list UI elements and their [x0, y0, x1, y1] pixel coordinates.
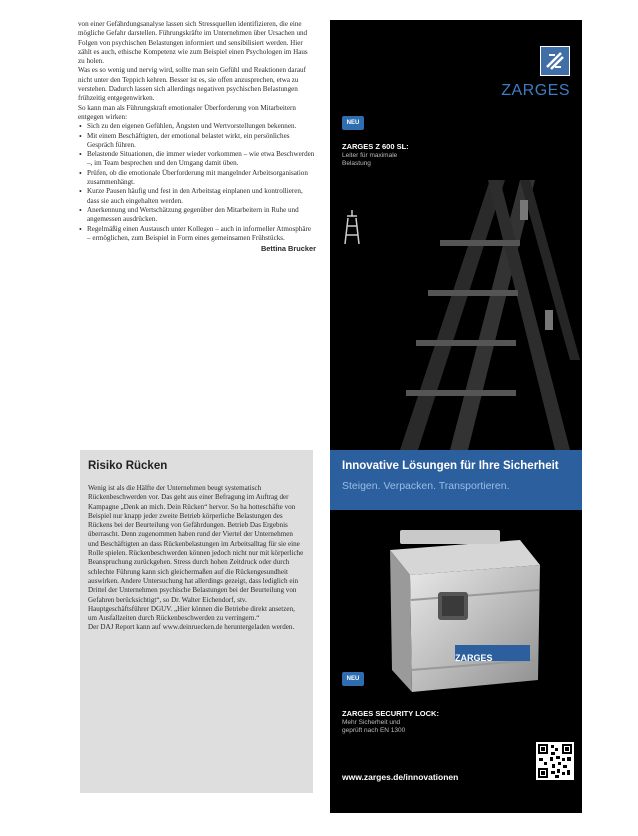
new-badge: NEU	[342, 672, 364, 686]
ladder-model-title: ZARGES Z 600 SL:	[342, 142, 409, 151]
lock-subtitle: Mehr Sicherheit und	[342, 719, 401, 726]
website-link[interactable]: www.zarges.de/innovationen	[342, 772, 459, 782]
aluminum-case-image	[370, 530, 545, 695]
info-box	[80, 450, 313, 793]
ladder-image	[370, 160, 580, 450]
box-title: Risiko Rücken	[88, 460, 168, 472]
list-item: • Kurze Pausen häufig und fest in den Arbeitstag einplanen und kontrollieren, dass sie auch eingehalten werden.	[87, 187, 316, 206]
ladder-subtitle: Leiter für maximale	[342, 152, 398, 159]
case-brand-label: ZARGES	[455, 653, 493, 663]
article-paragraph: von einer Gefährdungsanalyse lassen sich Stressquellen identifizieren, die eine mögliche Gefahr darstellen. Führungskräfte im Unternehmen über Ursachen und Folgen von psychischen Belastungen informiert und sensibilisiert werden. Hier zählt es auch, ethische Kompetenz wie zum Beispiel einen Psychologen im Haus zu holen.	[78, 20, 308, 66]
article-paragraph: Was es so wenig und nervig wird, sollte man sein Gefühl und Reaktionen darauf nicht unter den Teppich kehren. Besser ist es, sie offen anzusprechen, etwa zu verstehen. Dadurch lassen sich allerdings negativen psychischen Belastungen frühzeitig entgegenwirken.	[78, 66, 306, 103]
article-author: Bettina Brucker	[260, 244, 316, 254]
tips-list	[78, 122, 316, 243]
box-paragraph: Wenig ist als die Hälfte der Unternehmen beugt systematisch Rückenbeschwerden vor. Das geht aus einer Befragung im Auftrag der Kampagne „Denk an mich. Dein Rücken“ hervor. So ha hotteschäfte von Beispiel nur knapp jeder zweite Betrieb körperliche Belastungen des Rückens bei der Beurteilung von Gefährdungen. Betrieb Das Ergebnis überrascht. Denn zugenommen haben rund der Viertel der Unternehmen und Beschäftigten an dass Rückenbelastungen im Arbeitsalltag für sie eine Rolle spielen. Rückenbeschwerden können jedoch nicht nur mit körperliche Beanspruchung zurückgehen. Stress durch hohen Zeitdruck oder durch schlechte Führung kann sich gleichermaßen auf die Rückengesundheit auswirken. Andere Untersuchung hat allerdings gezeigt, dass lediglich ein Drittel der Unternehmen psychische Belastungen bei der Beurteilung von Gefahren berücksichtigt“, so Dr. Walter Eichendorf, stv. Hauptgeschäftsführer DGUV. „Hier können die Betriebe direkt ansetzen, um Ausfallzeiten durch Rückenbeschwerden zu verringern.“	[88, 484, 304, 623]
list-item: • Anerkennung und Wertschätzung gegenüber den Mitarbeitern in Ruhe und angemessen ausdrücken.	[87, 206, 316, 225]
list-item: • Mit einem Beschäftigten, der emotional belastet wirkt, ein persönliches Gespräch führen.	[87, 132, 316, 151]
new-badge: NEU	[342, 116, 364, 130]
brand-name: ZARGES	[501, 82, 570, 99]
lock-model-title: ZARGES SECURITY LOCK:	[342, 709, 439, 718]
article-paragraph: So kann man als Führungskraft emotionaler Überforderung von Mitarbeitern entgegen wirken:	[78, 103, 296, 121]
qr-code-icon[interactable]	[536, 742, 574, 780]
advertisement	[330, 20, 582, 813]
ad-headline: Innovative Lösungen für Ihre Sicherheit	[342, 460, 559, 472]
ladder-subtitle: Belastung	[342, 160, 371, 167]
list-item: • Prüfen, ob die emotionale Überforderung mit mangelnder Arbeitsorganisation zusammenhängt.	[87, 169, 316, 188]
list-item: • Belastende Situationen, die immer wieder vorkommen – wie etwa Beschwerden –, im Team besprechen und den Umgang damit üben.	[87, 150, 316, 169]
list-item: • Regelmäßig einen Austausch unter Kollegen – auch in informeller Atmosphäre – ermöglichen, zum Beispiel in Form eines gemeinsamen Frühstücks.	[87, 225, 316, 244]
ladder-icon	[344, 210, 360, 244]
box-paragraph: Der DAJ Report kann auf www.deinruecken.de heruntergeladen werden.	[88, 623, 295, 632]
list-item: • Sich zu den eigenen Gefühlen, Ängsten und Wertvorstellungen bekennen.	[87, 122, 316, 131]
zarges-logo-icon	[540, 46, 570, 76]
lock-subtitle: geprüft nach EN 1300	[342, 727, 406, 734]
ad-subline: Steigen. Verpacken. Transportieren.	[342, 480, 510, 492]
article-column	[78, 20, 316, 253]
